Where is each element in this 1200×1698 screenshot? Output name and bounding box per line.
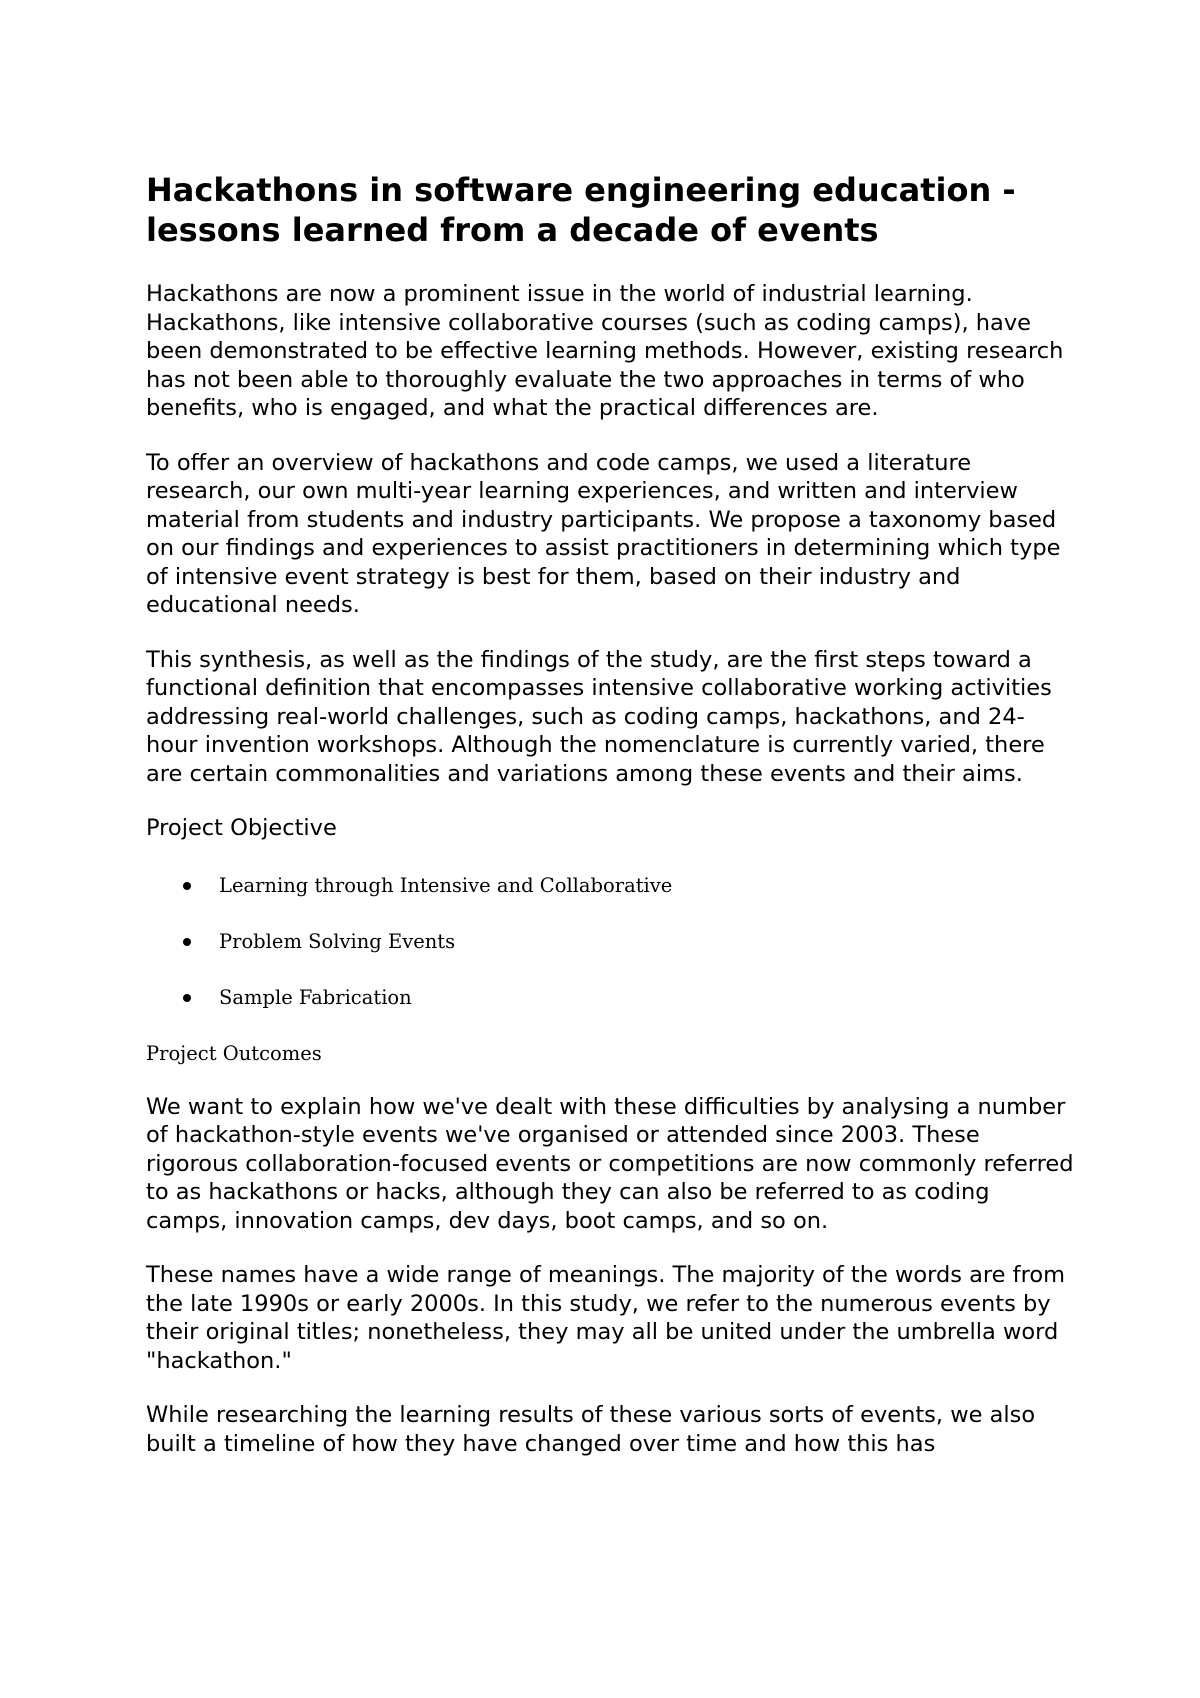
list-item <box>146 985 1076 1011</box>
objective-text: Learning through Intensive and Collaborative <box>219 873 673 897</box>
intro-paragraph-3: This synthesis, as well as the findings of the study, are the first steps toward a functional definition that encompasses intensive collaborative working activities addressing real-world challenges, such as coding camps, hackathons, and 24-hour invention workshops. Although the nomenclature is currently varied, there are certain commonalities and variations among these events and their aims. <box>146 646 1052 787</box>
list-item <box>146 873 1076 899</box>
outcomes-paragraph-3: While researching the learning results of these various sorts of events, we also built a timeline of how they have changed over time and how this has <box>146 1402 1036 1457</box>
intro-paragraph-2: To offer an overview of hackathons and code camps, we used a literature research, our own multi-year learning experiences, and written and interview material from students and industry participants. We propose a taxonomy based on our findings and experiences to assist practitioners in determining which type of intensive event strategy is best for them, based on their industry and educational needs. <box>146 449 1061 618</box>
objective-text: Problem Solving Events <box>219 929 456 953</box>
objective-list <box>146 873 1076 1011</box>
objective-text: Sample Fabrication <box>219 985 412 1009</box>
intro-paragraph-1: Hackathons are now a prominent issue in the world of industrial learning. Hackathons, like intensive collaborative courses (such as coding camps), have been demonstrated to be effective learning methods. However, existing research has not been able to thoroughly evaluate the two approaches in terms of who benefits, who is engaged, and what the practical differences are. <box>146 281 1064 421</box>
outcomes-paragraph-2: These names have a wide range of meanings. The majority of the words are from the late 1990s or early 2000s. In this study, we refer to the numerous events by their original titles; nonetheless, they may all be united under the umbrella word "hackathon." <box>146 1262 1066 1374</box>
document-title: Hackathons in software engineering education - lessons learned from a decade of events <box>146 171 1016 249</box>
bullet-icon <box>183 994 191 1002</box>
objective-heading: Project Objective <box>146 815 337 841</box>
bullet-icon <box>183 938 191 946</box>
list-item <box>146 929 1076 955</box>
bullet-icon <box>183 882 191 890</box>
document-body <box>146 170 1076 1484</box>
outcomes-heading: Project Outcomes <box>146 1041 322 1065</box>
outcomes-paragraph-1: We want to explain how we've dealt with these difficulties by analysing a number of hackathon-style events we've organised or attended since 2003. These rigorous collaboration-focused events or competitions are now commonly referred to as hackathons or hacks, although they can also be referred to as coding camps, innovation camps, dev days, boot camps, and so on. <box>146 1093 1074 1234</box>
